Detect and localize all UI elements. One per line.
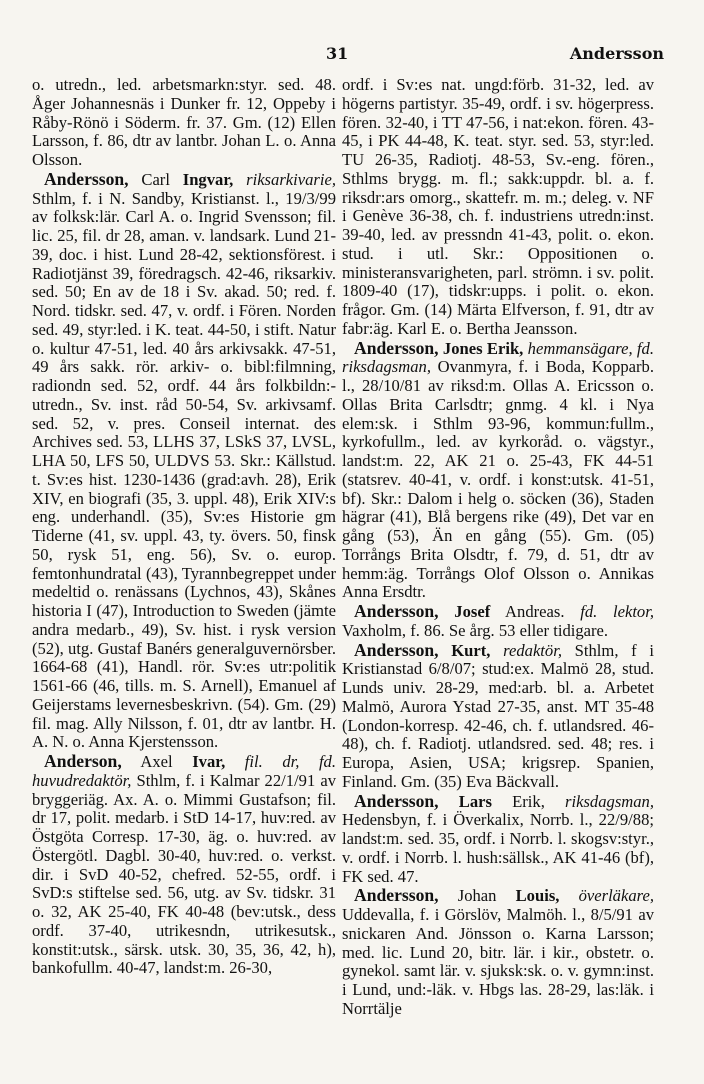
entry-lars-andersson xyxy=(342,792,654,887)
entry-forename: Axel xyxy=(121,752,193,771)
entry-forename xyxy=(439,641,452,660)
entry-kurt-andersson xyxy=(342,641,654,792)
entry-louis-andersson xyxy=(342,886,654,1018)
entry-surname: Andersson, xyxy=(354,337,439,358)
right-column xyxy=(342,76,654,1019)
continuation-text: ordf. i Sv:es nat. ungd:förb. 31-32, led. av högerns partistyr. 35-49, ordf. i sv. högerpress. fören. 32-40, i TT 47-56, i nat:ekon. fören. 43-45, i PK 44-48, K. teat. styr. sed. 53, styr:led. TU 26-35, Radiotj. 48-53, Sv.-eng. fören., Sthlms brygg. m. fl.; sakk:uppdr. bl. a. f. riksdr:ars omorg., skattefr. m. m.; deleg. v. NF i Genève 36-38, ch. f. industriens utredn:inst. 39-40, led. av pressndn 41-43, polit. o. ekon. stud. i utl. Skr.: Oppositionen o. ministeransvarigheten, parl. strömn. i sv. polit. 1809-40 (17), tidskr:upps. i polit. o. ekon. frågor. Gm. (14) Märta Elfverson, f. 91, dtr av fabr:äg. Karl E. o. Bertha Jeansson. xyxy=(342,75,654,338)
entry-ivar-anderson xyxy=(32,752,336,978)
entry-body: Vaxholm, f. 86. Se årg. 53 eller tidigare. xyxy=(342,620,609,640)
entry-surname: Andersson, xyxy=(44,168,129,189)
entry-given-name: Kurt, xyxy=(451,640,491,660)
entry-occupation: riksdagsman, xyxy=(544,791,654,811)
entry-given-name: Ivar, xyxy=(192,752,226,771)
entry-surname: Andersson, xyxy=(354,639,439,660)
entry-surname: Anderson, xyxy=(44,751,122,771)
entry-forename: Carl xyxy=(128,169,183,189)
entry-body: Sthlm, f. i Kalmar 22/1/91 av bryggeriäg. Ax. A. o. Mimmi Gustafson; fil. dr 17, polit. medarb. i StD 14-17, huv:red. av Östgöta Corresp. 17-30, äg. o. huv:red. av Östergötl. Dagbl. 30-40, huv:red. o. verkst. dir. i SvD 40-52, chefred. 52-55, ordf. i SvD:s stiftelse sed. 56, utg. av Sv. tidskr. 31 o. 32, AK 25-40, FK 40-48 (bev:utsk., dess ordf. 37-40, utrikesndn, utrikesutsk., konstit:utsk., särsk. utsk. 30, 35, 36, 42, h), bankofullm. 40-47, landst:m. 26-30, xyxy=(32,770,336,978)
entry-body: Ovanmyra, f. i Boda, Kopparb. l., 28/10/81 av riksd:m. Ollas A. Ericsson o. Ollas Brita Carlsdtr; gnmg. 4 kl. i Nya elem:sk. i Sthlm 93-96, kommun:fullm., kyrkofullm., led. av kyrkoråd. o. vägstyr., landst:m. 22, AK 21 o. 25-43, FK 44-51 (statsrev. 40-41, v. ordf. i konst:utsk. 41-51, bf). Skr.: Dalom i helg o. söcken (36), Staden hägrar (41), Blå bergens rike (49), Det var en gång (53), Än en gång (55). Gm. (05) Torrångs Brita Olsdtr, f. 79, d. 51, dtr av hemm:äg. Torrångs Olof Olsson o. Annikas Anna Ersdtr. xyxy=(342,357,654,602)
entry-surname: Andersson, xyxy=(354,601,439,621)
entry-given-name: Josef xyxy=(454,602,491,621)
entry-occupation: redaktör, xyxy=(490,640,562,660)
entry-surname: Andersson, xyxy=(354,885,439,906)
entry-occupation: riksarkivarie, xyxy=(233,169,336,189)
entry-body: Sthlm, f i Kristianstad 6/8/07; stud:ex. Malmö 28, stud. Lunds univ. 28-29, med:arb. bl. a. Arbetet Malmö, Aurora Ystad 27-35, anst. MT 35-48 (London-korresp. 42-46, ch. f. utlandsred. 46-48), ch. f. Radiotj. utlandsred. sed. 48; res. i Europa, Asien, USA; krigsrep. Spanien, Finland. Gm. (35) Eva Bäckvall. xyxy=(342,640,654,791)
entry-body: Hedensbyn, f. i Överkalix, Norrb. l., 22/9/88; landst:m. sed. 35, ordf. i Norrb. l. skogsv:styr., v. ordf. i Norrb. l. hush:sällsk., AK 41-46 (bf), FK sed. 47. xyxy=(342,810,654,886)
left-column xyxy=(32,76,336,978)
page-number: 31 xyxy=(326,44,349,63)
entry-jones-erik-andersson xyxy=(342,339,654,603)
entry-occupation: fd. lektor, xyxy=(564,602,654,621)
entry-forename xyxy=(439,792,459,811)
entry-surname: Andersson, xyxy=(354,790,439,811)
entry-body: Sthlm, f. i N. Sandby, Kristianst. l., 19/3/99 av folksk:lär. Carl A. o. Ingrid Svensson; fil. lic. 25, fil. dr 28, aman. v. landsark. Lund 21-39, doc. i hist. Lund 28-42, sektionsförest. i Radiotjänst 39, föredragsch. 42-46, riksarkiv. sed. 50; En av de 18 i Sv. akad. 50; red. f. Nord. tidskr. sed. 47, v. ordf. i Fören. Norden sed. 49, styr:led. i K. teat. 44-50, i stift. Natur o. kultur 47-51, led. 40 års arkivsakk. 47-51, 49 års sakk. rör. arkiv- o. bibl:filmning, radiondn sed. 52, ordf. 44 års folkbildn:-utredn., Sv. inst. råd 50-54, Sv. arkivsamf. sed. 52, v. pres. Conseil internat. des Archives sed. 53, LLHS 37, LSkS 37, LVSL, LHA 50, LFS 50, ULDVS 53. Skr.: Källstud. t. Sv:es hist. 1230-1436 (grad:avh. 28), Erik XIV, en biografi (35, 3. uppl. 48), Erik XIV:s eng. underhandl. (35), Sv:es Historie gm Tiderne (41, sv. uppl. 43, ty. övers. 50, finsk 50, rysk 51, eng. 56), Sv. o. europ. femtonhundratal (43), Tyrannbegreppet under medeltid o. renässans (Lychnos, 43), Skånes historia I (47), Introduction to Sweden (jämte andra medarb., 49), Sv. hist. i rysk version (52), utg. Gustaf Banérs generalguvernörsber. 1664-68 (41), Handl. rör. Sv:es utr:politik 1561-66 (46, tills. m. S. Arnell), Emanuel af Geijerstams levernesbeskrivn. (54). Gm. (29) fil. mag. Ally Nilsson, f. 01, dtr av lantbr. H. A. N. o. Anna Kjerstensson. xyxy=(32,188,336,752)
entry-ingvar-andersson xyxy=(32,170,336,752)
entry-body: Uddevalla, f. i Görslöv, Malmöh. l., 8/5/91 av snickaren And. Jönsson o. Karna Larsson; med. lic. Lund 20, bitr. lär. i kir., obstetr. o. gynekol. samt lär. v. sjuksk:sk. o. v. gymn:inst. i Lund, und:-läk. v. Hbgs las. 28-29, las:läk. i Norrtälje xyxy=(342,905,654,1018)
entry-given-name: Lars xyxy=(458,791,492,811)
entry-middle-name: Andreas. xyxy=(490,602,565,621)
entry-josef-andersson xyxy=(342,602,654,641)
entry-middle-name: Erik, xyxy=(491,791,545,811)
entry-occupation: hemmansägare, fd. riksdagsman, xyxy=(342,338,654,377)
entry-forename: Johan xyxy=(438,886,516,906)
entry-given-name: Ingvar, xyxy=(182,169,234,189)
entry-forename xyxy=(439,602,455,621)
continuation-text: o. utredn., led. arbetsmarkn:styr. sed. 48. Åger Johannesnäs i Dunker fr. 12, Oppeby i Råby-Rönö i Söderm. fr. 37. Gm. (12) Ellen Larsson, f. 86, dtr av lantbr. Johan L. o. Anna Olsson. xyxy=(32,75,336,169)
entry-given-name: Louis, xyxy=(515,886,560,906)
entry-occupation: fil. dr, fd. huvudredaktör, xyxy=(32,752,336,790)
entry-given-name: Jones Erik, xyxy=(442,338,524,358)
entry-occupation: överläkare, xyxy=(559,886,654,906)
running-head: Andersson xyxy=(569,44,664,63)
